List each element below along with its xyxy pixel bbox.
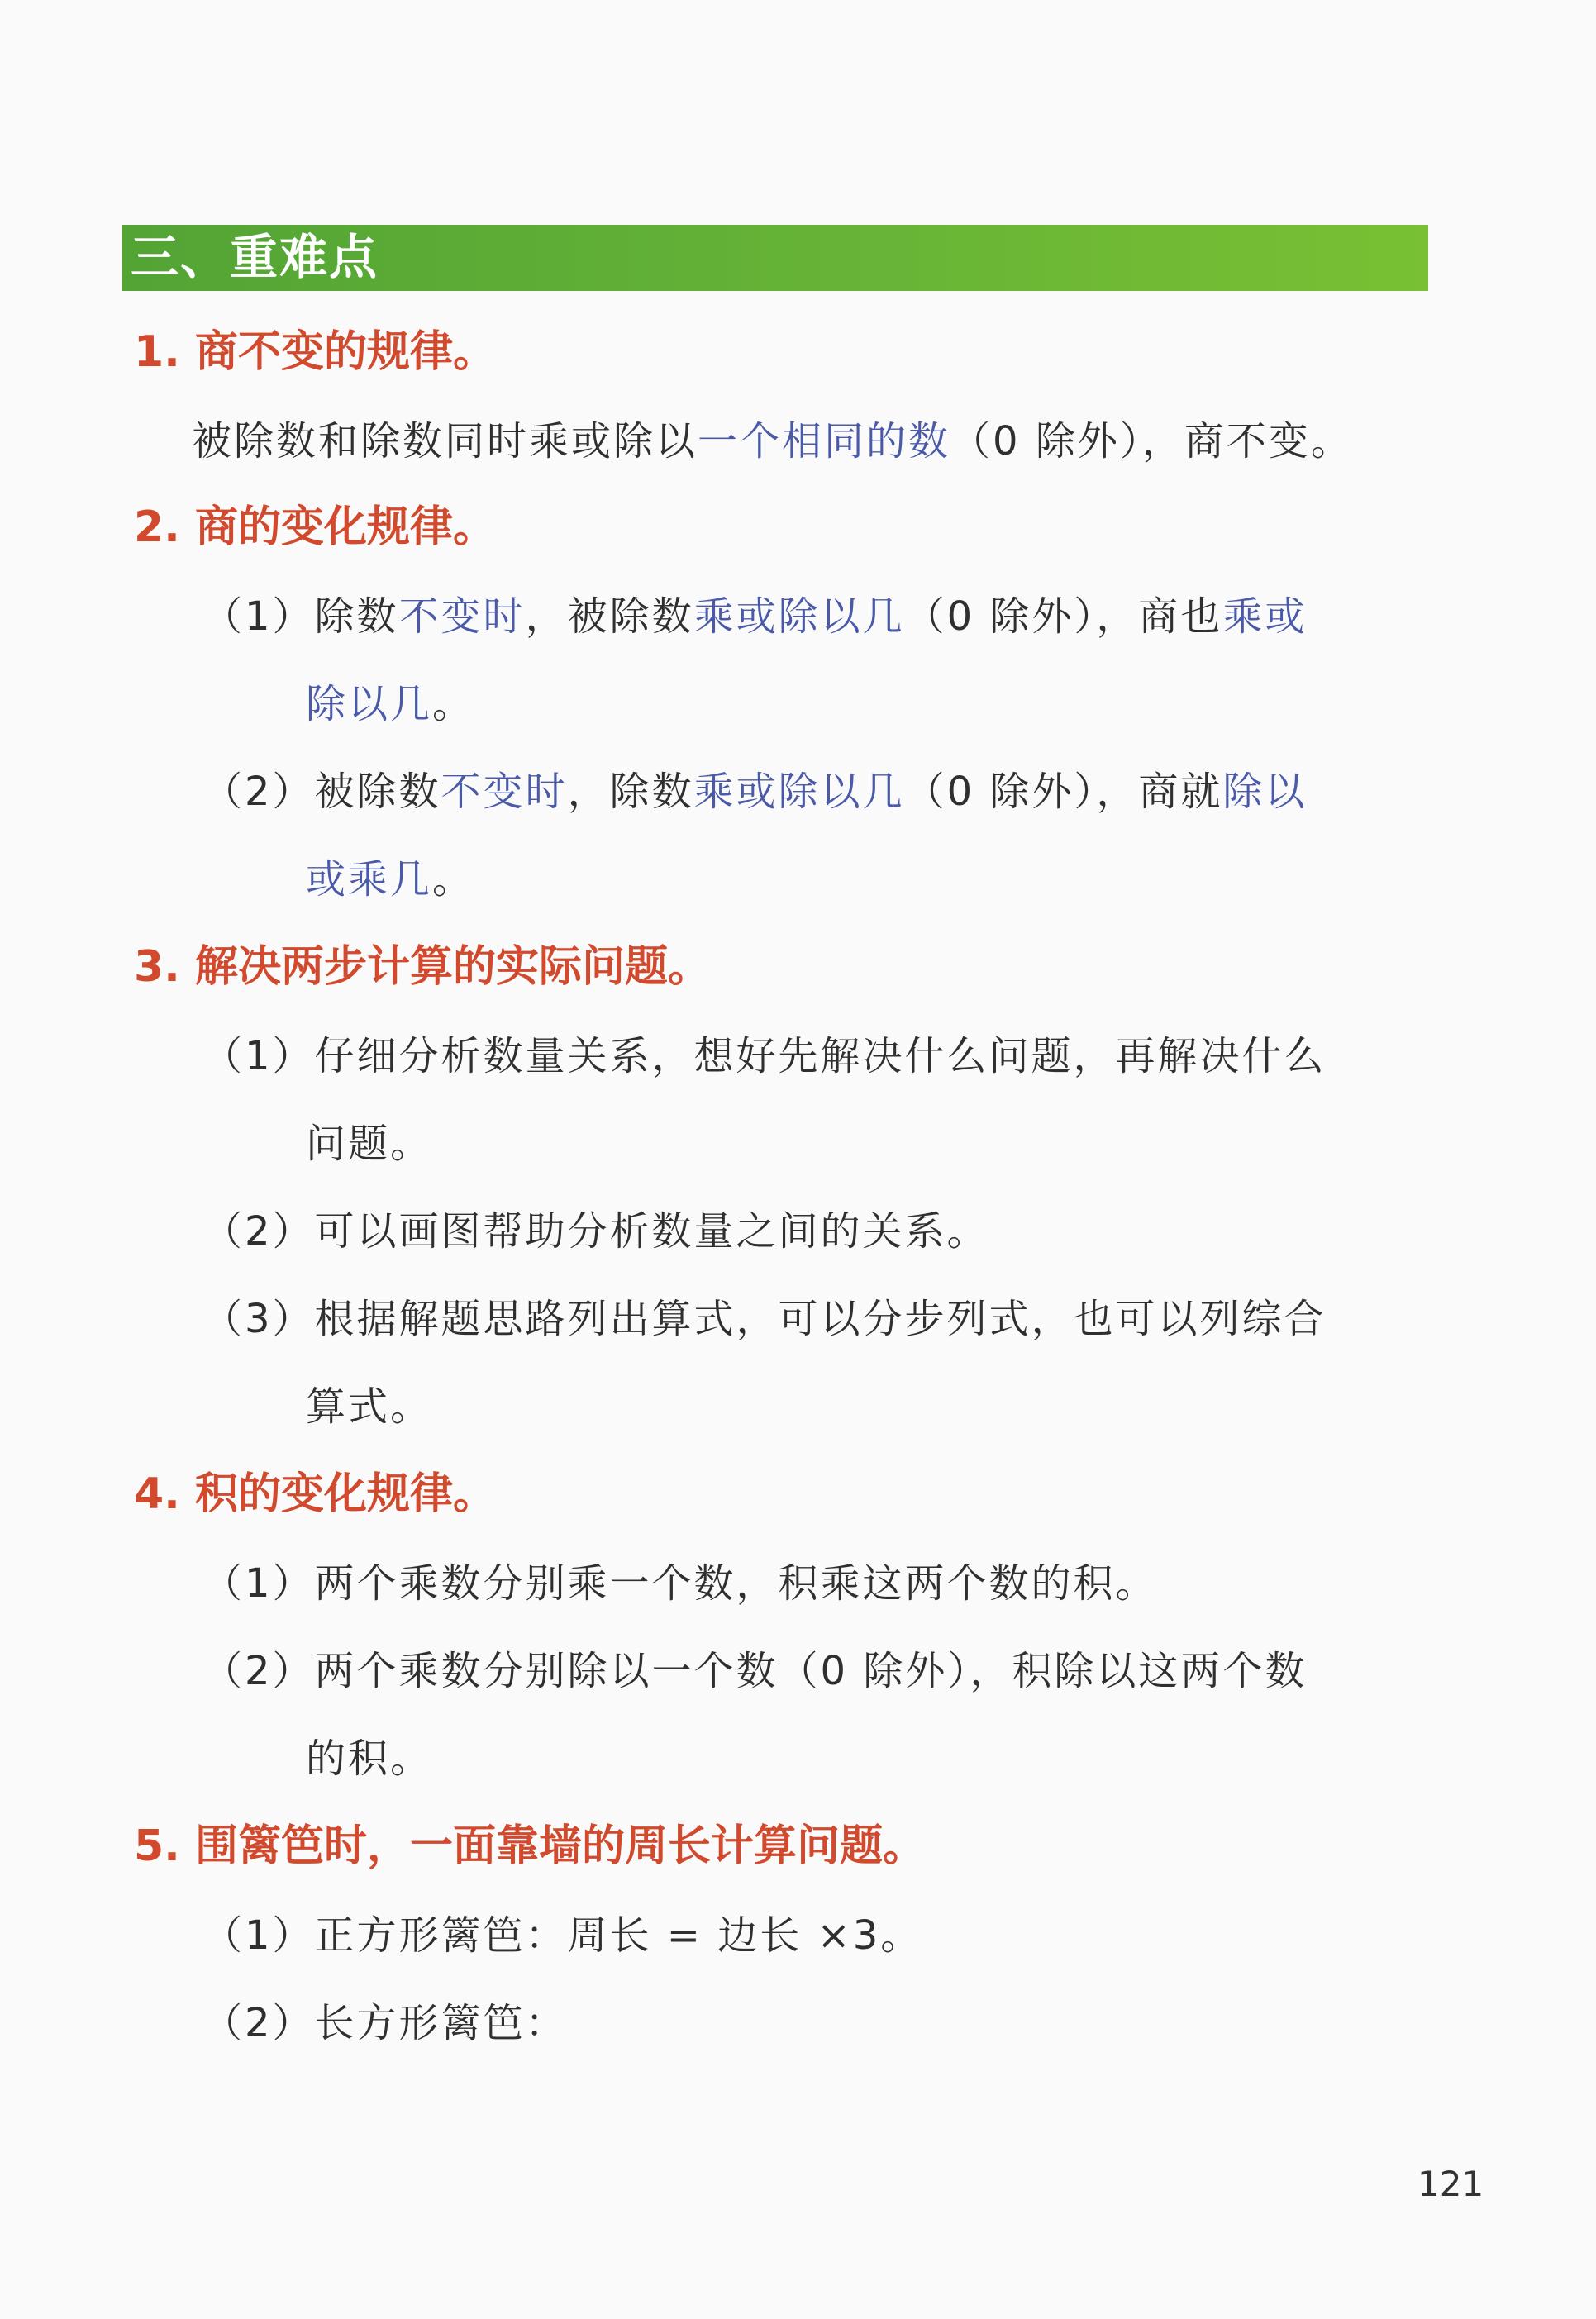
section-title: 三、重难点 (131, 229, 379, 285)
text-segment: 。 (432, 681, 475, 727)
paragraph-5-1: （1）正方形篱笆：周长 = 边长 ×3。 (202, 1912, 923, 1959)
paragraph-2-2-cont (306, 856, 475, 902)
paragraph-4-2-cont: 的积。 (306, 1736, 433, 1782)
text-segment: （1）除数 (202, 593, 399, 640)
paragraph-1 (192, 418, 1353, 464)
highlight-text: 除以几 (306, 681, 433, 727)
paragraph-2-1-cont (306, 681, 475, 727)
heading-2: 2. 商的变化规律。 (134, 502, 497, 552)
paragraph-3-2: （2）可以画图帮助分析数量之间的关系。 (202, 1208, 989, 1255)
highlight-text: 乘或除以几 (693, 593, 905, 640)
paragraph-2-2 (202, 769, 1308, 815)
text-segment: （2）被除数 (202, 769, 441, 815)
heading-5: 5. 围篱笆时，一面靠墙的周长计算问题。 (134, 1821, 927, 1871)
paragraph-2-1 (202, 593, 1308, 640)
paragraph-3-3: （3）根据解题思路列出算式，可以分步列式，也可以列综合 (202, 1296, 1327, 1342)
paragraph-5-2: （2）长方形篱笆： (202, 2000, 568, 2046)
paragraph-4-2: （2）两个乘数分别除以一个数（0 除外），积除以这两个数 (202, 1648, 1308, 1694)
highlight-text: 或乘几 (306, 856, 433, 902)
heading-3: 3. 解决两步计算的实际问题。 (134, 942, 712, 992)
highlight-text: 除以 (1222, 769, 1308, 815)
text-segment: （0 除外），商不变。 (950, 418, 1353, 464)
highlight-text: 一个相同的数 (698, 418, 951, 464)
highlight-text: 乘或 (1222, 593, 1308, 640)
paragraph-3-1-cont: 问题。 (306, 1121, 433, 1167)
highlight-text: 不变时 (398, 593, 526, 640)
text-segment: （0 除外），商就 (904, 769, 1223, 815)
heading-1: 1. 商不变的规律。 (134, 327, 497, 377)
text-segment: ，被除数 (525, 593, 694, 640)
paragraph-3-1: （1）仔细分析数量关系，想好先解决什么问题，再解决什么 (202, 1033, 1327, 1079)
text-segment: 。 (432, 856, 475, 902)
highlight-text: 不变时 (441, 769, 568, 815)
heading-4: 4. 积的变化规律。 (134, 1469, 497, 1519)
text-segment: 被除数和除数同时乘或除以 (192, 418, 698, 464)
paragraph-4-1: （1）两个乘数分别乘一个数，积乘这两个数的积。 (202, 1560, 1158, 1607)
highlight-text: 乘或除以几 (693, 769, 905, 815)
page-number: 121 (1417, 2164, 1484, 2204)
text-segment: ，除数 (567, 769, 694, 815)
text-segment: （0 除外），商也 (904, 593, 1223, 640)
paragraph-3-3-cont: 算式。 (306, 1383, 433, 1430)
